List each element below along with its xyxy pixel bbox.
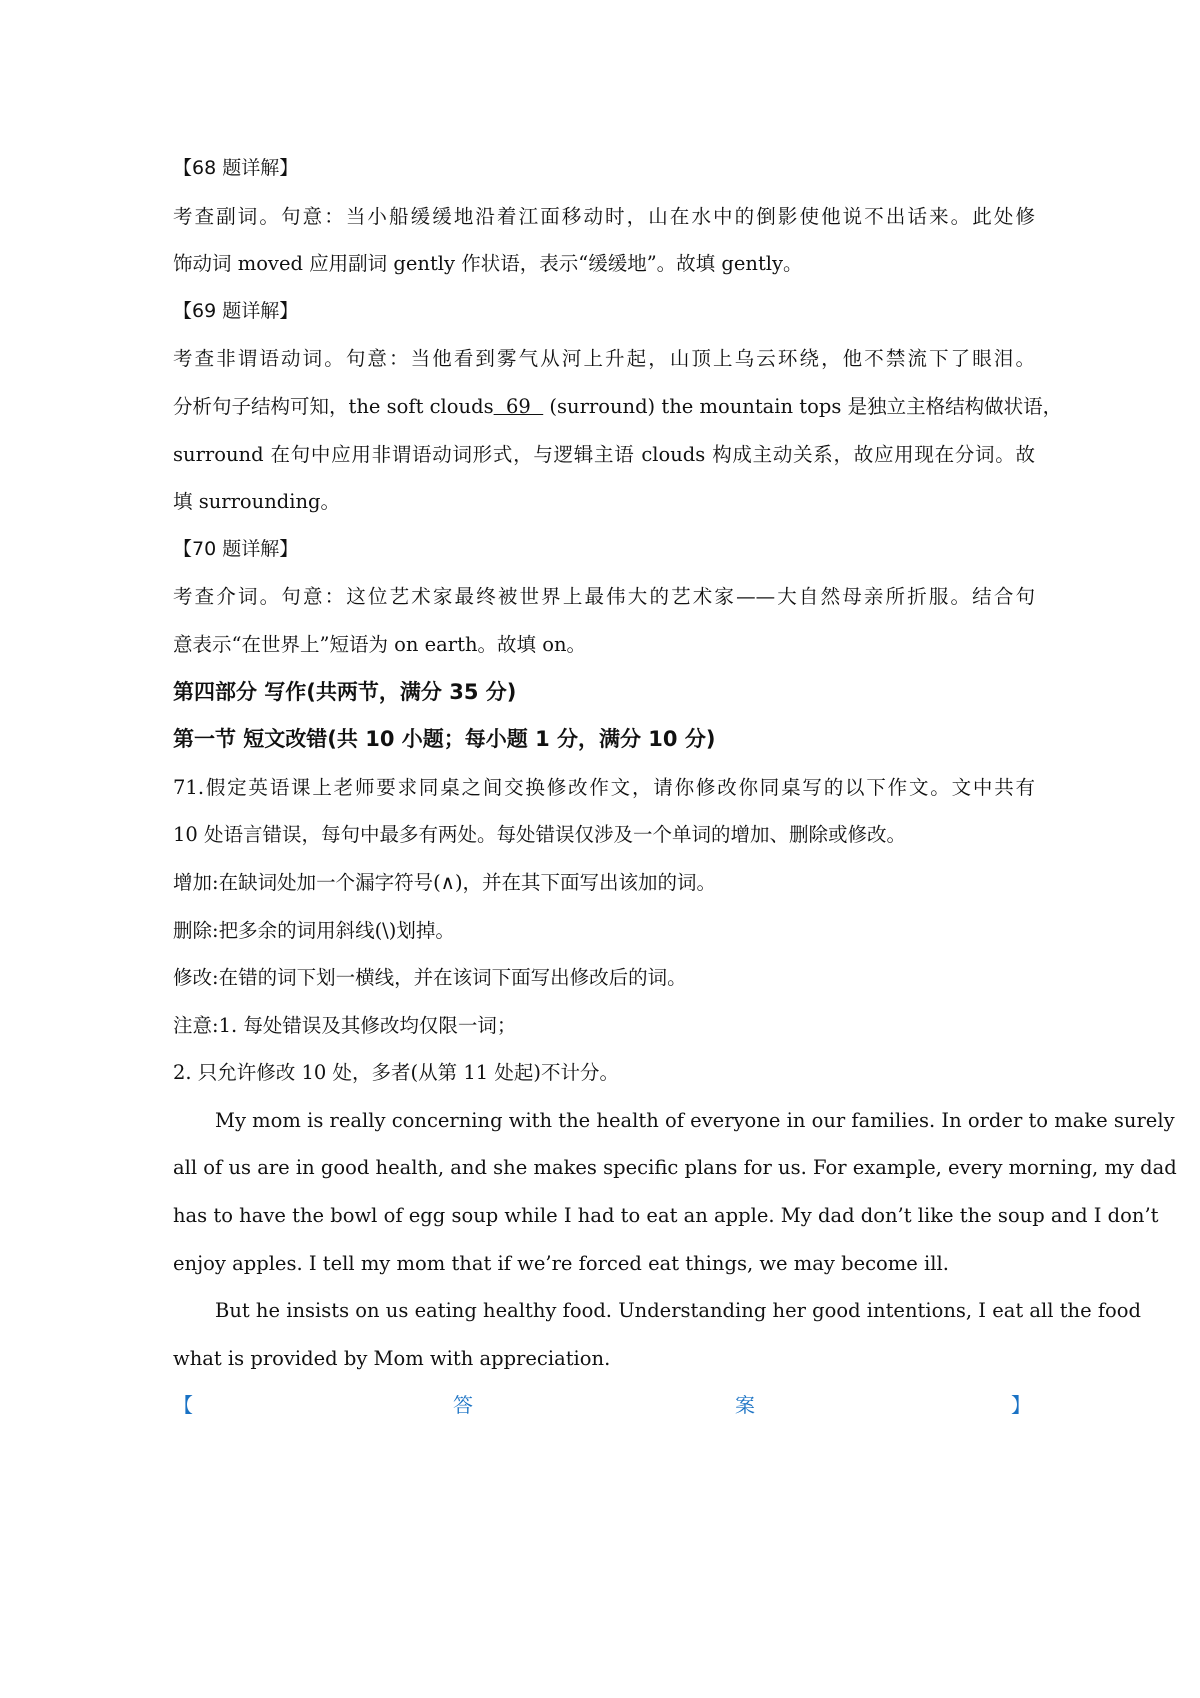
answer-open-bracket: 【 xyxy=(173,1393,193,1418)
passage-p1-line-4: enjoy apples. I tell my mom that if we’re forced eat things, we may become ill. xyxy=(173,1251,949,1275)
q69-explanation-line-3: surround 在句中应用非谓语动词形式，与逻辑主语 clouds 构成主动关系，故应用现在分词。故 xyxy=(173,442,1035,466)
q69-line2-after: (surround) the mountain tops 是独立主格结构做状语， xyxy=(543,394,1063,418)
passage-p1-line-1: My mom is really concerning with the health of everyone in our families. In order to make surely xyxy=(215,1108,1175,1132)
modify-rule: 修改:在错的词下划一横线，并在该词下面写出修改后的词。 xyxy=(173,966,687,990)
answer-close-bracket: 】 xyxy=(1011,1393,1031,1418)
q70-explanation-line-1: 考查介词。句意：这位艺术家最终被世界上最伟大的艺术家——大自然母亲所折服。结合句 xyxy=(173,585,1035,609)
passage-p2-line-1: But he insists on us eating healthy food. Understanding her good intentions, I eat all the food xyxy=(215,1299,1142,1323)
q69-heading: 【69 题详解】 xyxy=(173,299,299,322)
add-rule: 增加:在缺词处加一个漏字符号(∧)，并在其下面写出该加的词。 xyxy=(173,870,717,894)
q68-heading: 【68 题详解】 xyxy=(173,157,299,179)
q69-line2-before: 分析句子结构可知，the soft clouds xyxy=(173,394,494,418)
part4-title: 第四部分 写作(共两节，满分 35 分) xyxy=(173,679,517,704)
note-1: 注意:1. 每处错误及其修改均仅限一词； xyxy=(173,1013,517,1037)
document-content xyxy=(173,145,1177,1430)
q69-explanation-line-4: 填 surrounding。 xyxy=(173,490,341,514)
q69-explanation-line-1: 考查非谓语动词。句意：当他看到雾气从河上升起，山顶上乌云环绕，他不禁流下了眼泪。 xyxy=(173,347,1035,371)
q71-instruction-line-2: 10 处语言错误，每句中最多有两处。每处错误仅涉及一个单词的增加、删除或修改。 xyxy=(173,823,907,847)
q70-explanation-line-2: 意表示“在世界上”短语为 on earth。故填 on。 xyxy=(173,632,587,656)
answer-char-1: 答 xyxy=(453,1393,473,1418)
section1-title: 第一节 短文改错(共 10 小题；每小题 1 分，满分 10 分) xyxy=(173,727,716,752)
passage-p2-line-2: what is provided by Mom with appreciation. xyxy=(173,1346,611,1370)
q69-explanation-line-2 xyxy=(173,383,1063,431)
delete-rule: 删除:把多余的词用斜线(\)划掉。 xyxy=(173,918,455,942)
answer-char-2: 案 xyxy=(735,1393,755,1418)
q71-instruction-line-1: 71.假定英语课上老师要求同桌之间交换修改作文，请你修改你同桌写的以下作文。文中共有 xyxy=(173,775,1035,799)
answer-label xyxy=(173,1382,1035,1430)
note-2: 2. 只允许修改 10 处，多者(从第 11 处起)不计分。 xyxy=(173,1061,619,1085)
q70-heading: 【70 题详解】 xyxy=(173,537,299,560)
passage-p1-line-2: all of us are in good health, and she makes specific plans for us. For example, every morning, my dad xyxy=(173,1156,1177,1180)
q68-explanation-line-1: 考查副词。句意：当小船缓缓地沿着江面移动时，山在水中的倒影使他说不出话来。此处修 xyxy=(173,204,1035,228)
passage-p1-line-3: has to have the bowl of egg soup while I had to eat an apple. My dad don’t like the soup and I don’t xyxy=(173,1204,1159,1228)
q68-explanation-line-2: 饰动词 moved 应用副词 gently 作状语，表示“缓缓地”。故填 gently。 xyxy=(173,252,803,276)
q69-blank: 69 xyxy=(493,394,544,418)
